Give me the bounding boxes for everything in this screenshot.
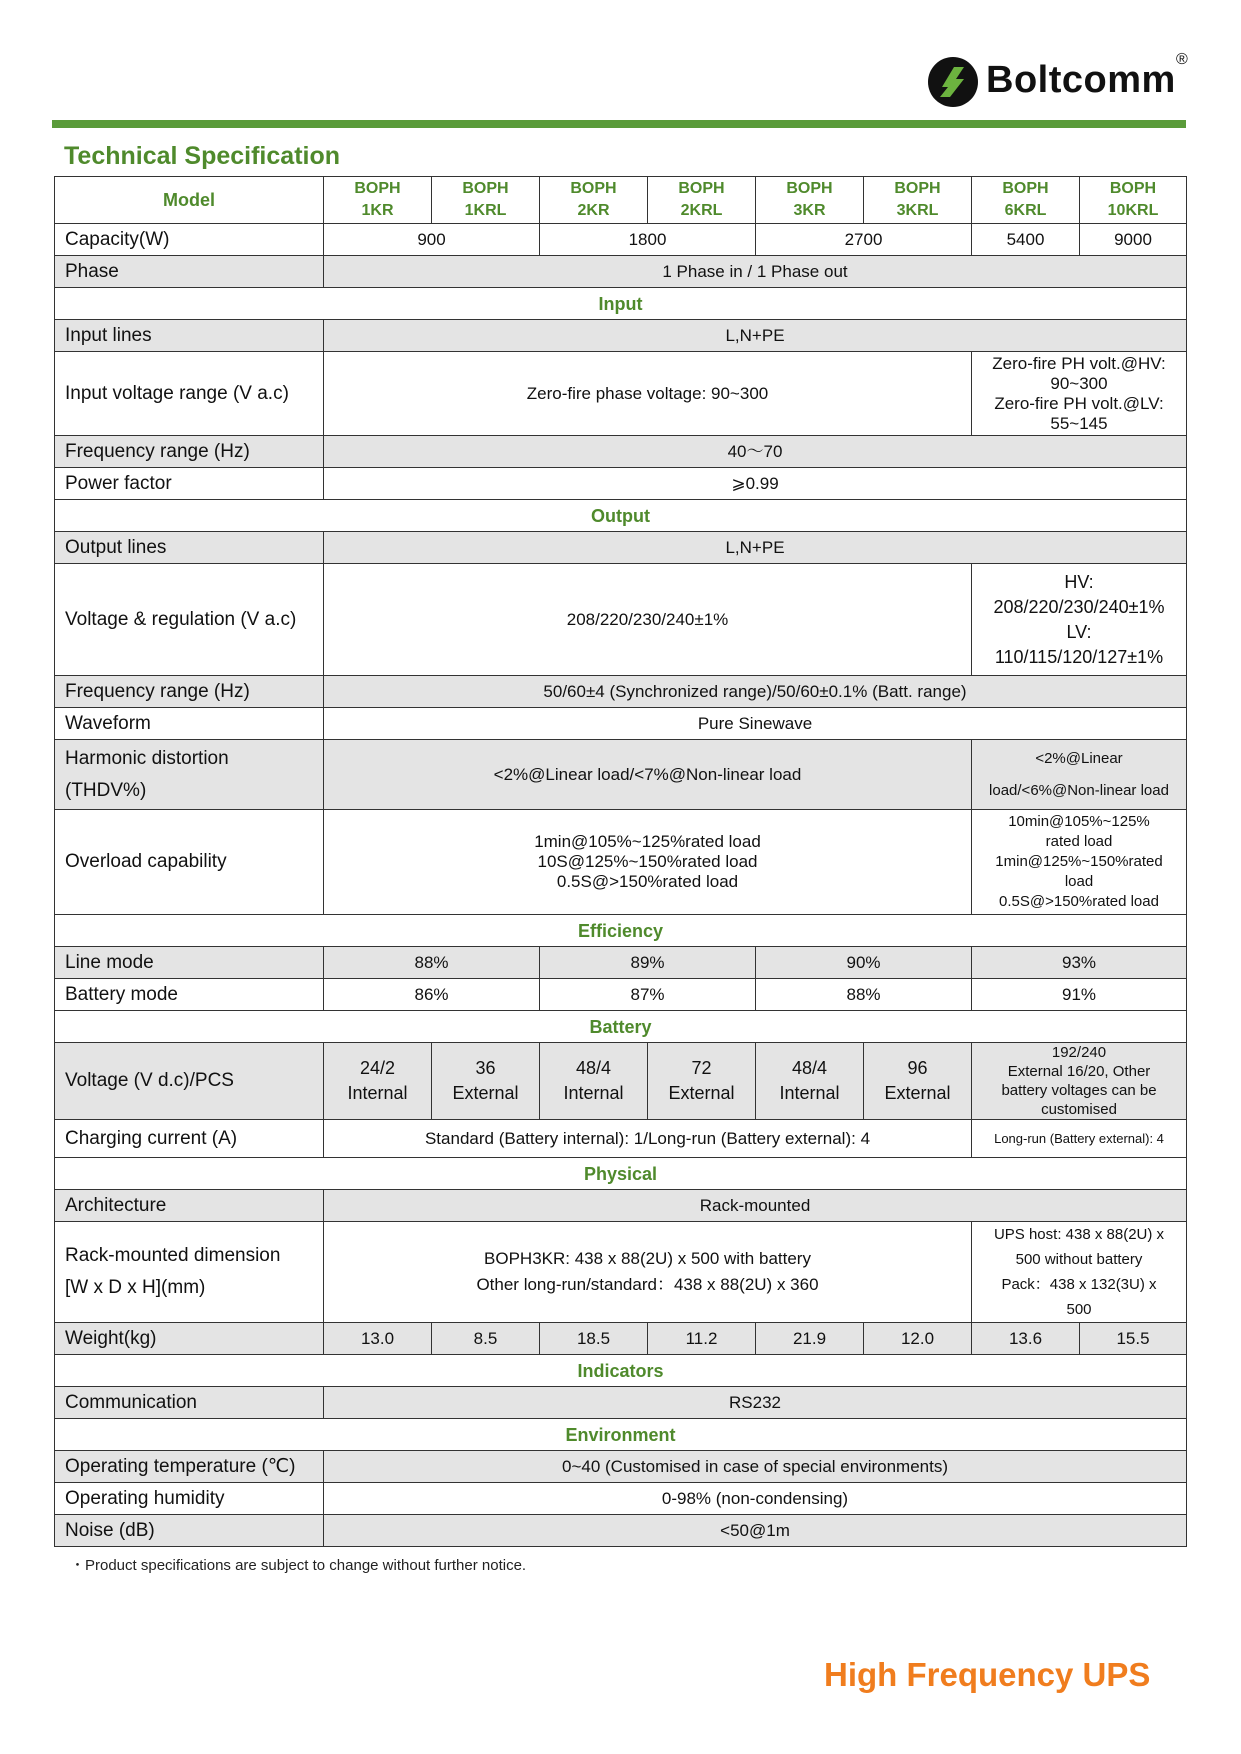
noise-value: <50@1m [324,1515,1187,1547]
input-lines-row [55,320,1187,352]
temperature-value: 0~40 (Customised in case of special environments) [324,1451,1187,1483]
output-frequency-row [55,676,1187,708]
battery-voltage-value: 96 External [864,1043,972,1120]
spec-table [54,176,1187,1547]
output-voltage-hv-value: HV: 208/220/230/240±1% LV: 110/115/120/127±1% [972,564,1187,676]
weight-row [55,1323,1187,1355]
output-voltage-value: 208/220/230/240±1% [324,564,972,676]
battery-voltage-row [55,1043,1187,1120]
noise-label: Noise (dB) [55,1515,324,1547]
input-lines-label: Input lines [55,320,324,352]
battery-voltage-hv-value: 192/240 External 16/20, Other battery voltages can be customised [972,1043,1187,1120]
weight-value: 21.9 [756,1323,864,1355]
thd-value: <2%@Linear load/<7%@Non-linear load [324,740,972,810]
model-2krl: BOPH 2KRL [648,177,756,224]
battery-voltage-label: Voltage (V d.c)/PCS [55,1043,324,1120]
input-voltage-hv-value: Zero-fire PH volt.@HV: 90~300 Zero-fire PH volt.@LV: 55~145 [972,352,1187,436]
temperature-label: Operating temperature (℃) [55,1451,324,1483]
model-label: Model [55,177,324,224]
capacity-value: 9000 [1080,224,1187,256]
noise-row [55,1515,1187,1547]
header-divider [52,120,1186,128]
phase-label: Phase [55,256,324,288]
line-mode-label: Line mode [55,947,324,979]
dimension-label: Rack-mounted dimension [W x D x H](mm) [55,1222,324,1323]
charging-current-value: Standard (Battery internal): 1/Long-run (Battery external): 4 [324,1120,972,1158]
input-voltage-label: Input voltage range (V a.c) [55,352,324,436]
capacity-label: Capacity(W) [55,224,324,256]
overload-hv-value: 10min@105%~125% rated load 1min@125%~150%rated load 0.5S@>150%rated load [972,810,1187,915]
output-lines-label: Output lines [55,532,324,564]
output-frequency-value: 50/60±4 (Synchronized range)/50/60±0.1% (Batt. range) [324,676,1187,708]
thd-row [55,740,1187,810]
phase-row [55,256,1187,288]
output-lines-value: L,N+PE [324,532,1187,564]
output-voltage-row [55,564,1187,676]
waveform-row [55,708,1187,740]
weight-value: 13.0 [324,1323,432,1355]
line-mode-value: 93% [972,947,1187,979]
battery-voltage-value: 24/2 Internal [324,1043,432,1120]
line-mode-value: 89% [540,947,756,979]
input-lines-value: L,N+PE [324,320,1187,352]
page-title: Technical Specification [64,142,341,170]
input-voltage-row [55,352,1187,436]
charging-current-row [55,1120,1187,1158]
indicators-section-row [55,1355,1187,1387]
brand-name: Boltcomm [986,59,1176,101]
overload-value: 1min@105%~125%rated load 10S@125%~150%rated load 0.5S@>150%rated load [324,810,972,915]
battery-section-row [55,1011,1187,1043]
weight-value: 15.5 [1080,1323,1187,1355]
capacity-value: 5400 [972,224,1080,256]
footnote: ・Product specifications are subject to change without further notice. [70,1557,527,1574]
architecture-value: Rack-mounted [324,1190,1187,1222]
brand-logo [928,51,1188,111]
model-2kr: BOPH 2KR [540,177,648,224]
input-frequency-label: Frequency range (Hz) [55,436,324,468]
model-10krl: BOPH 10KRL [1080,177,1187,224]
battery-mode-value: 87% [540,979,756,1011]
input-section-row [55,288,1187,320]
model-header-row [55,177,1187,224]
physical-section-title: Physical [55,1158,1187,1190]
efficiency-section-title: Efficiency [55,915,1187,947]
bolt-logo-icon [928,57,978,107]
model-1kr: BOPH 1KR [324,177,432,224]
battery-mode-label: Battery mode [55,979,324,1011]
physical-section-row [55,1158,1187,1190]
output-voltage-label: Voltage & regulation (V a.c) [55,564,324,676]
model-3kr: BOPH 3KR [756,177,864,224]
power-factor-value: ⩾0.99 [324,468,1187,500]
weight-value: 11.2 [648,1323,756,1355]
humidity-row [55,1483,1187,1515]
overload-label: Overload capability [55,810,324,915]
weight-value: 18.5 [540,1323,648,1355]
output-frequency-label: Frequency range (Hz) [55,676,324,708]
input-frequency-row [55,436,1187,468]
environment-section-title: Environment [55,1419,1187,1451]
battery-voltage-value: 36 External [432,1043,540,1120]
communication-row [55,1387,1187,1419]
footer-title: High Frequency UPS [824,1656,1151,1693]
battery-mode-row [55,979,1187,1011]
output-section-title: Output [55,500,1187,532]
dimension-row [55,1222,1187,1323]
humidity-label: Operating humidity [55,1483,324,1515]
power-factor-row [55,468,1187,500]
battery-section-title: Battery [55,1011,1187,1043]
capacity-row [55,224,1187,256]
battery-mode-value: 88% [756,979,972,1011]
indicators-section-title: Indicators [55,1355,1187,1387]
architecture-label: Architecture [55,1190,324,1222]
output-lines-row [55,532,1187,564]
humidity-value: 0-98% (non-condensing) [324,1483,1187,1515]
thd-label: Harmonic distortion (THDV%) [55,740,324,810]
weight-label: Weight(kg) [55,1323,324,1355]
input-voltage-value: Zero-fire phase voltage: 90~300 [324,352,972,436]
overload-row [55,810,1187,915]
efficiency-section-row [55,915,1187,947]
registered-mark: ® [1176,51,1188,68]
model-3krl: BOPH 3KRL [864,177,972,224]
charging-current-label: Charging current (A) [55,1120,324,1158]
battery-mode-value: 86% [324,979,540,1011]
dimension-hv-value: UPS host: 438 x 88(2U) x 500 without battery Pack：438 x 132(3U) x 500 [972,1222,1187,1323]
environment-section-row [55,1419,1187,1451]
weight-value: 8.5 [432,1323,540,1355]
input-section-title: Input [55,288,1187,320]
capacity-value: 1800 [540,224,756,256]
line-mode-row [55,947,1187,979]
power-factor-label: Power factor [55,468,324,500]
input-frequency-value: 40～70 [324,436,1187,468]
line-mode-value: 88% [324,947,540,979]
output-section-row [55,500,1187,532]
line-mode-value: 90% [756,947,972,979]
thd-hv-value: <2%@Linear load/<6%@Non-linear load [972,740,1187,810]
capacity-value: 900 [324,224,540,256]
model-1krl: BOPH 1KRL [432,177,540,224]
communication-value: RS232 [324,1387,1187,1419]
model-6krl: BOPH 6KRL [972,177,1080,224]
communication-label: Communication [55,1387,324,1419]
battery-voltage-value: 48/4 Internal [756,1043,864,1120]
architecture-row [55,1190,1187,1222]
phase-value: 1 Phase in / 1 Phase out [324,256,1187,288]
temperature-row [55,1451,1187,1483]
waveform-value: Pure Sinewave [324,708,1187,740]
weight-value: 13.6 [972,1323,1080,1355]
battery-voltage-value: 72 External [648,1043,756,1120]
battery-mode-value: 91% [972,979,1187,1011]
weight-value: 12.0 [864,1323,972,1355]
dimension-value: BOPH3KR: 438 x 88(2U) x 500 with battery Other long-run/standard：438 x 88(2U) x 360 [324,1222,972,1323]
capacity-value: 2700 [756,224,972,256]
waveform-label: Waveform [55,708,324,740]
battery-voltage-value: 48/4 Internal [540,1043,648,1120]
charging-current-hv-value: Long-run (Battery external): 4 [972,1120,1187,1158]
